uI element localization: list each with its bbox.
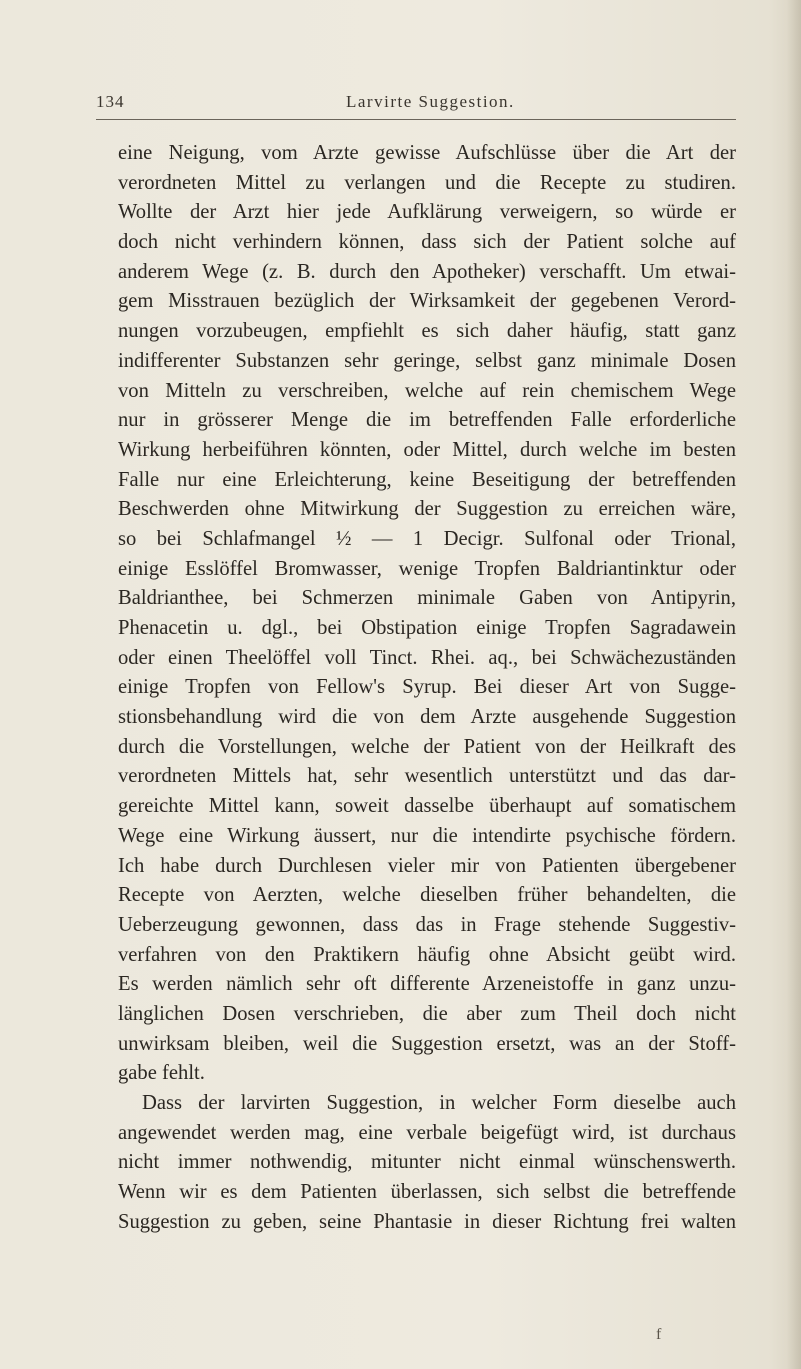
text-line: einige Esslöffel Bromwasser, wenige Tropfen Baldriantinktur oder — [118, 557, 736, 580]
text-line: verfahren von den Praktikern häufig ohne Absicht geübt wird. — [118, 943, 736, 966]
text-line: verordneten Mittel zu verlangen und die Recepte zu studiren. — [118, 171, 736, 194]
text-line: Beschwerden ohne Mitwirkung der Suggestion zu erreichen wäre, — [118, 498, 736, 521]
text-line: Wege eine Wirkung äussert, nur die intendirte psychische fördern. — [118, 824, 736, 847]
text-line: doch nicht verhindern können, dass sich der Patient solche auf — [118, 231, 736, 254]
text-line: Ueberzeugung gewonnen, dass das in Frage stehende Suggestiv- — [118, 913, 736, 936]
text-line: Wirkung herbeiführen könnten, oder Mittel, durch welche im besten — [118, 438, 736, 461]
text-line: verordneten Mittels hat, sehr wesentlich unterstützt und das dar- — [118, 765, 736, 788]
page-number: 134 — [96, 92, 125, 111]
text-line: stionsbehandlung wird die von dem Arzte ausgehende Suggestion — [118, 706, 736, 729]
text-line: eine Neigung, vom Arzte gewisse Aufschlüsse über die Art der — [118, 142, 736, 164]
text-line: von Mitteln zu verschreiben, welche auf rein chemischem Wege — [118, 379, 736, 402]
text-line: indifferenter Substanzen sehr geringe, selbst ganz minimale Dosen — [118, 349, 736, 372]
text-line: so bei Schlafmangel ½ — 1 Decigr. Sulfonal oder Trional, — [118, 527, 736, 550]
text-line: oder einen Theelöffel voll Tinct. Rhei. aq., bei Schwächezuständen — [118, 646, 736, 669]
text-line: Baldrianthee, bei Schmerzen minimale Gaben von Antipyrin, — [118, 587, 736, 610]
header-rule — [96, 119, 736, 120]
text-line: gem Misstrauen bezüglich der Wirksamkeit der gegebenen Verord- — [118, 290, 736, 313]
text-line: Suggestion zu geben, seine Phantasie in dieser Richtung frei walten — [118, 1210, 736, 1233]
text-line: gereichte Mittel kann, soweit dasselbe überhaupt auf somatischem — [118, 795, 736, 818]
running-header — [96, 88, 736, 118]
text-line: Dass der larvirten Suggestion, in welcher Form dieselbe auch — [142, 1092, 736, 1114]
text-line: anderem Wege (z. B. durch den Apotheker) verschafft. Um etwai- — [118, 260, 736, 283]
body-text — [118, 139, 736, 1237]
running-title: Larvirte Suggestion. — [346, 92, 515, 111]
text-line: nicht immer nothwendig, mitunter nicht einmal wünschenswerth. — [118, 1151, 736, 1174]
page-edge-shadow — [787, 0, 801, 1369]
text-line: länglichen Dosen verschrieben, die aber zum Theil doch nicht — [118, 1002, 736, 1025]
text-line: Wollte der Arzt hier jede Aufklärung verweigern, so würde er — [118, 201, 736, 224]
footer-mark: f — [656, 1326, 662, 1343]
text-line: einige Tropfen von Fellow's Syrup. Bei dieser Art von Sugge- — [118, 676, 736, 699]
text-line: Phenacetin u. dgl., bei Obstipation einige Tropfen Sagradawein — [118, 617, 736, 639]
text-line: nur in grösserer Menge die im betreffenden Falle erforderliche — [118, 409, 736, 432]
text-line: nungen vorzubeugen, empfiehlt es sich daher häufig, statt ganz — [118, 320, 736, 343]
text-line: gabe fehlt. — [118, 1062, 205, 1085]
text-line: unwirksam bleiben, weil die Suggestion ersetzt, was an der Stoff- — [118, 1032, 736, 1055]
text-line: Recepte von Aerzten, welche dieselben früher behandelten, die — [118, 884, 736, 907]
text-line: durch die Vorstellungen, welche der Patient von der Heilkraft des — [118, 735, 736, 758]
text-line: Falle nur eine Erleichterung, keine Beseitigung der betreffenden — [118, 468, 736, 491]
text-line: Wenn wir es dem Patienten überlassen, sich selbst die betreffende — [118, 1181, 736, 1204]
text-line: Ich habe durch Durchlesen vieler mir von Patienten übergebener — [118, 854, 736, 877]
text-line: angewendet werden mag, eine verbale beigefügt wird, ist durchaus — [118, 1121, 736, 1144]
text-line: Es werden nämlich sehr oft differente Arzeneistoffe in ganz unzu- — [118, 973, 736, 996]
